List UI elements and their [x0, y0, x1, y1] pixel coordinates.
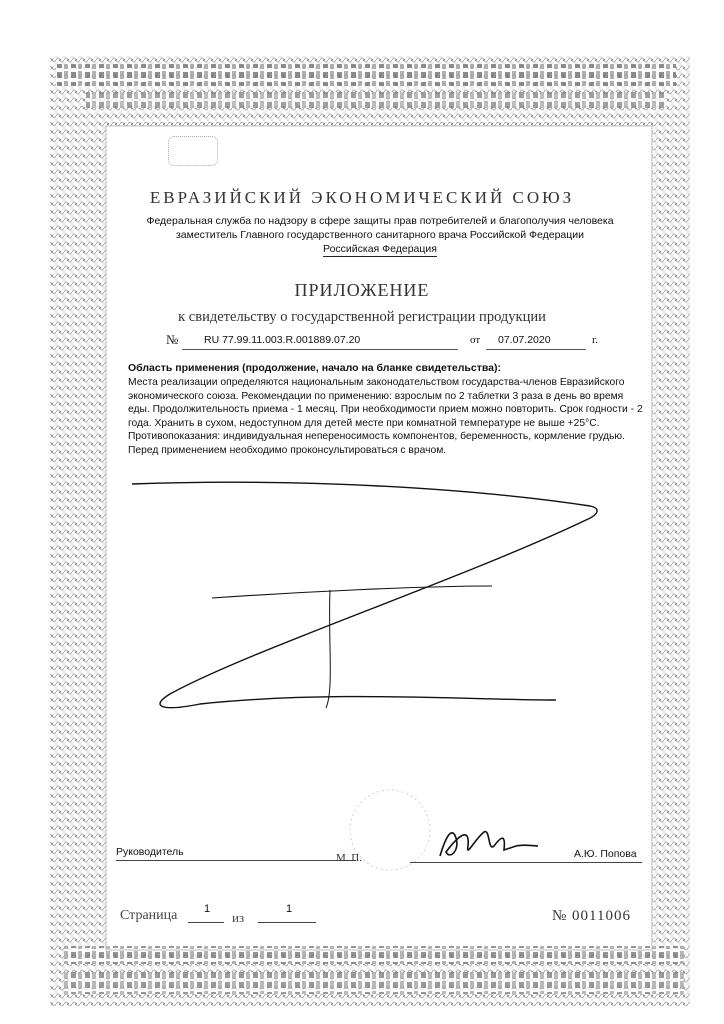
registration-date: 07.07.2020	[498, 334, 551, 346]
date-prefix: от	[470, 334, 481, 346]
signer-position: Руководитель	[116, 846, 184, 858]
authority-line-1: Федеральная служба по надзору в сфере защиты прав потребителей и благополучия человека	[146, 215, 614, 227]
page-total-underline	[258, 922, 316, 923]
date-suffix: г.	[592, 334, 599, 346]
page-label: Страница	[120, 908, 178, 923]
page-number-underline	[188, 922, 224, 923]
position-underline	[116, 860, 356, 861]
number-underline	[182, 349, 458, 350]
emblem-mark	[168, 136, 218, 166]
date-underline	[486, 349, 586, 350]
signature-underline	[410, 862, 642, 863]
issuing-authority	[110, 214, 650, 257]
page-title: ПРИЛОЖЕНИЕ	[294, 280, 430, 300]
scope-heading: Область применения (продолжение, начало на бланке свидетельства):	[128, 362, 501, 374]
number-sign: №	[166, 332, 179, 347]
scope-text: Места реализации определяются национальным законодательством государства-членов Евразийского экономического союза. Рекомендации по применению: взрослым по 2 таблетки 3 раза в день во время еды. Продолжительность приема - 1 месяц. При необходимости прием можно повторить. Срок годности - 2 года. Хранить в сухом, недоступном для детей месте при комнатной температуре не выше +25°С. Противопоказания: индивидуальная непереносимость компонентов, беременность, кормление грудью. Перед применением необходимо проконсультироваться с врачом.	[128, 377, 643, 456]
authority-line-2: заместитель Главного государственного санитарного врача Российской Федерации	[175, 229, 585, 241]
authority-line-3: Российская Федерация	[323, 243, 437, 255]
union-title: ЕВРАЗИЙСКИЙ ЭКОНОМИЧЕСКИЙ СОЮЗ	[149, 188, 575, 207]
page-subtitle: к свидетельству о государственной регистрации продукции	[178, 309, 546, 325]
form-number: № 0011006	[552, 908, 632, 924]
signer-name: А.Ю. Попова	[574, 848, 637, 860]
seal-place-label: М. П.	[336, 852, 362, 864]
of-label: из	[232, 910, 245, 925]
page-number: 1	[204, 903, 211, 915]
registration-number: RU 77.99.11.003.R.001889.07.20	[204, 334, 361, 346]
page-total: 1	[286, 903, 293, 915]
